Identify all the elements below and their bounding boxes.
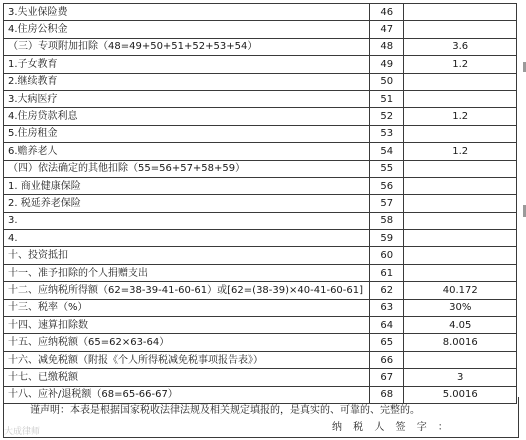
row-number: 51 — [369, 90, 403, 107]
table-row — [4, 282, 517, 299]
row-amount — [404, 4, 517, 21]
table-row — [4, 108, 517, 125]
row-item-label: 3. — [4, 212, 370, 229]
row-amount — [404, 160, 517, 177]
row-item-label: 十六、减免税额（附报《个人所得税减免税事项报告表》） — [4, 351, 370, 368]
row-number: 56 — [369, 177, 403, 194]
row-item-label: 十七、已缴税额 — [4, 369, 370, 386]
tax-deduction-table — [3, 3, 517, 404]
table-row — [4, 73, 517, 90]
row-item-label: 4.住房公积金 — [4, 21, 370, 38]
row-amount — [404, 177, 517, 194]
row-number: 63 — [369, 299, 403, 316]
row-item-label: 4.住房贷款利息 — [4, 108, 370, 125]
row-number: 58 — [369, 212, 403, 229]
row-number: 53 — [369, 125, 403, 142]
row-amount: 3.6 — [404, 38, 517, 55]
row-item-label: 十四、速算扣除数 — [4, 317, 370, 334]
row-amount — [404, 73, 517, 90]
table-row — [4, 317, 517, 334]
row-item-label: 十、投资抵扣 — [4, 247, 370, 264]
row-amount: 30% — [404, 299, 517, 316]
table-row — [4, 195, 517, 212]
table-row — [4, 230, 517, 247]
row-amount: 40.172 — [404, 282, 517, 299]
row-number: 59 — [369, 230, 403, 247]
row-number: 47 — [369, 21, 403, 38]
row-amount — [404, 21, 517, 38]
row-item-label: 十三、税率（%） — [4, 299, 370, 316]
row-number: 65 — [369, 334, 403, 351]
row-item-label: 6.赡养老人 — [4, 143, 370, 160]
table-row — [4, 160, 517, 177]
table-row — [4, 212, 517, 229]
row-number: 67 — [369, 369, 403, 386]
table-row — [4, 299, 517, 316]
row-item-label: 1. 商业健康保险 — [4, 177, 370, 194]
row-item-label: 4. — [4, 230, 370, 247]
taxpayer-signature-label: 纳 税 人 签 字 ： — [332, 422, 452, 433]
row-number: 50 — [369, 73, 403, 90]
table-row — [4, 143, 517, 160]
row-number: 49 — [369, 56, 403, 73]
row-item-label: 1.子女教育 — [4, 56, 370, 73]
row-amount: 1.2 — [404, 143, 517, 160]
table-row — [4, 125, 517, 142]
row-amount — [404, 230, 517, 247]
row-item-label: 5.住房租金 — [4, 125, 370, 142]
row-number: 48 — [369, 38, 403, 55]
row-number: 57 — [369, 195, 403, 212]
row-amount — [404, 247, 517, 264]
row-number: 62 — [369, 282, 403, 299]
declaration-text: 谨声明：本表是根据国家税收法律法规及相关规定填报的，是真实的、可靠的、完整的。 — [30, 405, 420, 416]
row-item-label: 十一、准予扣除的个人捐赠支出 — [4, 264, 370, 281]
row-number: 64 — [369, 317, 403, 334]
row-number: 68 — [369, 386, 403, 403]
declaration-footer — [3, 397, 519, 438]
row-amount: 1.2 — [404, 56, 517, 73]
row-number: 60 — [369, 247, 403, 264]
row-item-label: （四）依法确定的其他扣除（55=56+57+58+59） — [4, 160, 370, 177]
row-item-label: 2.继续教育 — [4, 73, 370, 90]
row-amount — [404, 264, 517, 281]
table-row — [4, 247, 517, 264]
row-amount — [404, 351, 517, 368]
row-item-label: （三）专项附加扣除（48=49+50+51+52+53+54） — [4, 38, 370, 55]
table-row — [4, 4, 517, 21]
row-item-label: 十五、应纳税额（65=62×63-64） — [4, 334, 370, 351]
row-amount: 1.2 — [404, 108, 517, 125]
table-row — [4, 90, 517, 107]
table-row — [4, 177, 517, 194]
row-number: 61 — [369, 264, 403, 281]
row-item-label: 十二、应纳税所得额（62=38-39-41-60-61）或[62=(38-39)×40-41-60-61] — [4, 282, 370, 299]
row-amount — [404, 212, 517, 229]
table-row — [4, 264, 517, 281]
row-item-label: 3.大病医疗 — [4, 90, 370, 107]
row-amount: 5.0016 — [404, 386, 517, 403]
row-amount — [404, 125, 517, 142]
row-item-label: 十八、应补/退税额（68=65-66-67） — [4, 386, 370, 403]
table-row — [4, 38, 517, 55]
row-amount — [404, 195, 517, 212]
row-number: 55 — [369, 160, 403, 177]
table-row — [4, 21, 517, 38]
row-number: 54 — [369, 143, 403, 160]
row-number: 46 — [369, 4, 403, 21]
row-item-label: 3.失业保险费 — [4, 4, 370, 21]
row-item-label: 2. 税延养老保险 — [4, 195, 370, 212]
row-number: 66 — [369, 351, 403, 368]
table-row — [4, 56, 517, 73]
row-number: 52 — [369, 108, 403, 125]
row-amount: 8.0016 — [404, 334, 517, 351]
watermark-logo: 大成律师 — [4, 427, 41, 437]
table-row — [4, 334, 517, 351]
table-row — [4, 351, 517, 368]
row-amount: 4.05 — [404, 317, 517, 334]
row-amount: 3 — [404, 369, 517, 386]
table-row — [4, 369, 517, 386]
row-amount — [404, 90, 517, 107]
